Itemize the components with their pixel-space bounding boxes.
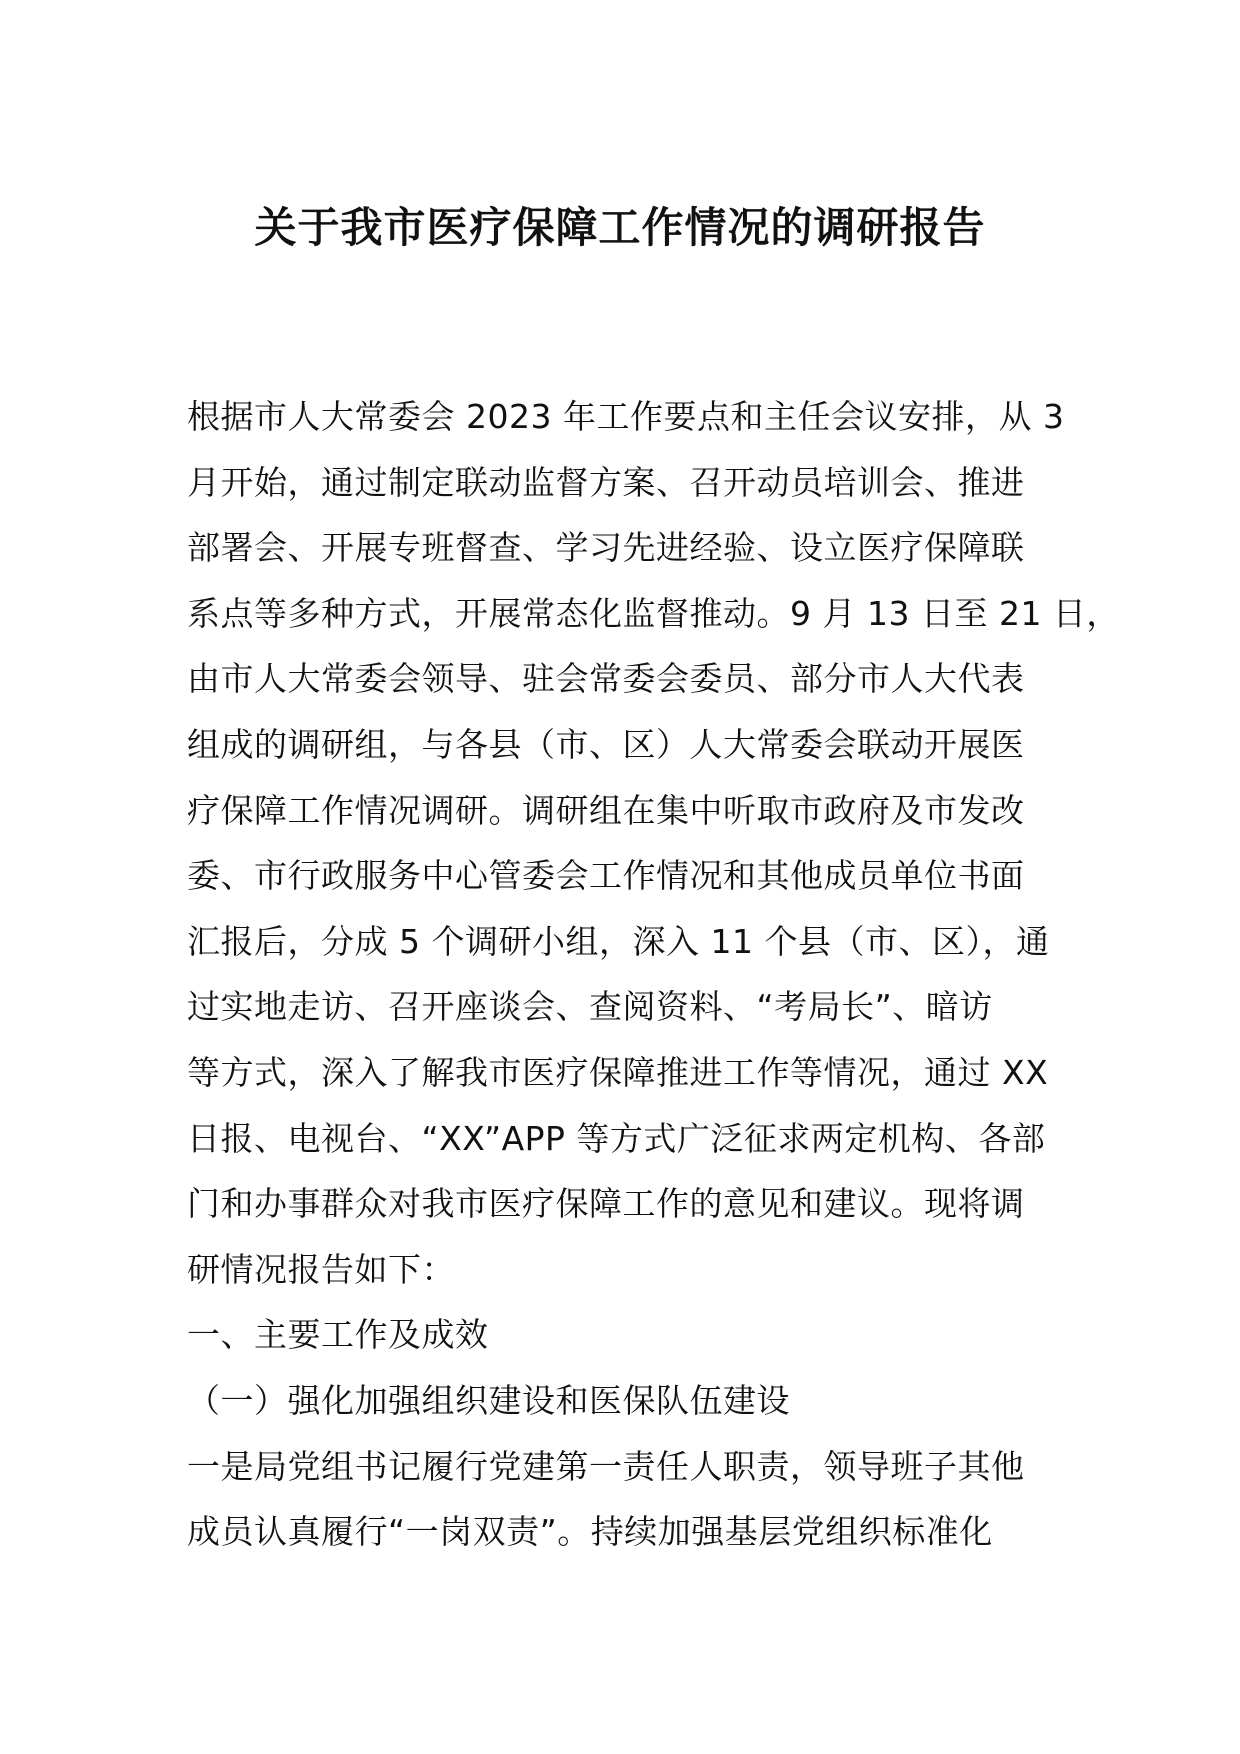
body-line: 系点等多种方式，开展常态化监督推动。9 月 13 日至 21 日， <box>187 593 1120 633</box>
body-line: 等方式，深入了解我市医疗保障推进工作等情况，通过 XX <box>187 1052 1049 1092</box>
body-line: 根据市人大常委会 2023 年工作要点和主任会议安排，从 3 <box>187 397 1065 436</box>
body-line: 由市人大常委会领导、驻会常委会委员、部分市人大代表 <box>187 659 1025 699</box>
section-heading: 一、主要工作及成效 <box>187 1315 489 1355</box>
subsection-heading: （一）强化加强组织建设和医保队伍建设 <box>187 1380 790 1420</box>
body-line: 委、市行政服务中心管委会工作情况和其他成员单位书面 <box>187 856 1025 896</box>
body-line: 日报、电视台、“XX”APP 等方式广泛征求两定机构、各部 <box>187 1118 1046 1158</box>
document-body <box>187 384 1120 1565</box>
body-line: 月开始，通过制定联动监督方案、召开动员培训会、推进 <box>187 462 1025 502</box>
body-line: 过实地走访、召开座谈会、查阅资料、“考局长”、暗访 <box>187 987 993 1027</box>
body-line: 组成的调研组，与各县（市、区）人大常委会联动开展医 <box>187 724 1025 764</box>
body-line: 一是局党组书记履行党建第一责任人职责，领导班子其他 <box>187 1446 1025 1486</box>
body-line: 研情况报告如下： <box>187 1249 455 1289</box>
body-line: 门和办事群众对我市医疗保障工作的意见和建议。现将调 <box>187 1184 1025 1224</box>
body-line: 部署会、开展专班督查、学习先进经验、设立医疗保障联 <box>187 528 1025 568</box>
body-line: 汇报后，分成 5 个调研小组，深入 11 个县（市、区），通 <box>187 921 1050 961</box>
body-line: 疗保障工作情况调研。调研组在集中听取市政府及市发改 <box>187 790 1025 830</box>
document-title: 关于我市医疗保障工作情况的调研报告 <box>254 203 986 252</box>
body-line: 成员认真履行“一岗双责”。持续加强基层党组织标准化 <box>187 1512 993 1552</box>
